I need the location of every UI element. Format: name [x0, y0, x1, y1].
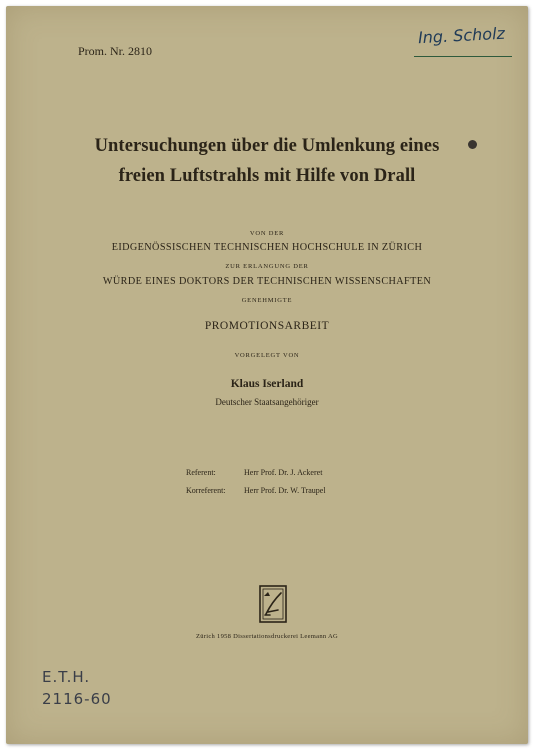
prom-number: Prom. Nr. 2810 — [78, 44, 153, 58]
handwritten-underline — [414, 56, 512, 57]
library-mark-line-1: E.T.H. — [42, 668, 91, 686]
degree-title: WÜRDE EINES DOKTORS DER TECHNISCHEN WISSENSCHAFTEN — [102, 276, 432, 287]
genehmigte-text: GENEHMIGTE — [241, 297, 293, 304]
title-line-2: freien Luftstrahls mit Hilfe von Drall — [118, 166, 416, 186]
korreferent-name: Herr Prof. Dr. W. Traupel — [244, 486, 326, 495]
publisher-line: Zürich 1958 Dissertationsdruckerei Leemann AG — [195, 633, 339, 640]
work-type: PROMOTIONSARBEIT — [204, 320, 330, 332]
korreferent-label: Korreferent: — [186, 486, 226, 495]
von-der-text: VON DER — [249, 230, 285, 237]
korreferent-line — [186, 486, 326, 495]
institution-name: EIDGENÖSSISCHEN TECHNISCHEN HOCHSCHULE IN ZÜRICH — [111, 242, 423, 253]
referent-name: Herr Prof. Dr. J. Ackeret — [244, 468, 323, 477]
library-shelf-mark — [42, 666, 112, 710]
title-line-1: Untersuchungen über die Umlenkung eines — [94, 136, 440, 156]
author-nationality: Deutscher Staatsangehöriger — [215, 397, 319, 407]
vorgelegt-text: VORGELEGT VON — [234, 352, 300, 359]
printer-logo-icon — [256, 584, 290, 626]
referent-label: Referent: — [186, 468, 216, 477]
thesis-cover — [6, 6, 528, 744]
referent-line — [186, 468, 322, 477]
author-name: Klaus Iserland — [230, 378, 304, 390]
handwritten-owner-note: Ing. Scholz — [417, 23, 506, 48]
zur-erlangung-text: ZUR ERLANGUNG DER — [225, 263, 309, 270]
library-mark-line-2: 2116-60 — [42, 690, 112, 708]
